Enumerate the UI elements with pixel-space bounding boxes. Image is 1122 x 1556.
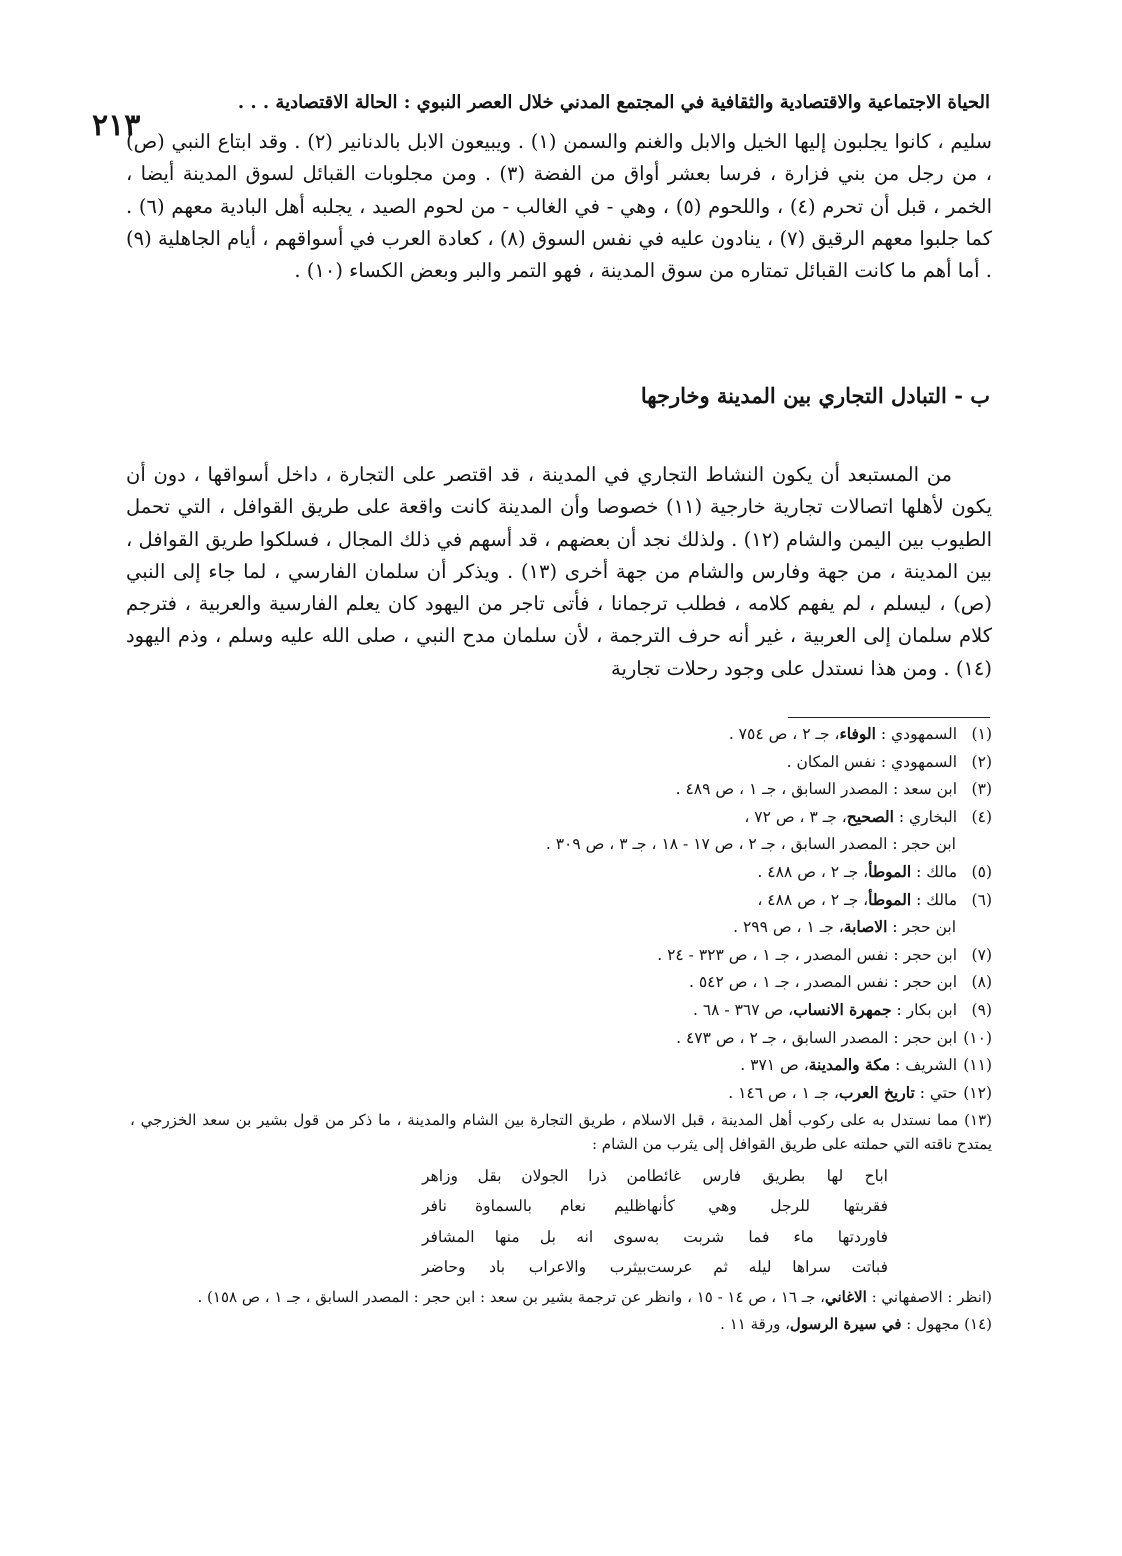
footnote-continuation: ابن حجر : المصدر السابق ، جـ ٢ ، ص ١٧ - ١٨ ، جـ ٣ ، ص ٣٠٩ . (545, 835, 956, 854)
running-header: الحياة الاجتماعية والاقتصادية والثقافية في المجتمع المدني خلال العصر النبوي : الحالة الاقتصادية . . . (237, 92, 990, 113)
poem-first-hemistich: اباح لها بطريق فارس غائطا (646, 1166, 888, 1185)
poem-second-hemistich: سوى انه بل منها المشافر (422, 1227, 647, 1246)
paragraph-1-text: سليم ، كانوا يجلبون إليها الخيل والابل والغنم والسمن (١) . ويبيعون الابل بالدنانير (٢) . وقد ابتاع النبي (ص) ، من رجل من بني فزارة ، فرسا بعشر أواق من الفضة (٣) . ومن مجلوبات القبائل لسوق المدينة أيضا ، الخمر ، قبل أن تحرم (٤) ، واللحوم (٥) ، وهي - في الغالب - من لحوم الصيد ، يجلبه أهل البادية معهم (٦) . كما جلبوا معهم الرقيق (٧) ، ينادون عليه في نفس السوق (٨) ، كعادة العرب في أسواقهم ، أيام الجاهلية (٩) . أما أهم ما كانت القبائل تمتاره من سوق المدينة ، فهو التمر والبر وبعض الكساء (١٠) . (126, 130, 993, 283)
footnote-continuation: ابن حجر : الاصابة، جـ ١ ، ص ٢٩٩ . (733, 917, 956, 937)
poem-verse (130, 1221, 992, 1252)
poem-second-hemistich: من ذرا الجولان بقل وزاهر (422, 1166, 647, 1185)
footnote: (٩) ابن بكار : جمهرة الانساب، ص ٣٦٧ - ٦٨ . (692, 999, 992, 1019)
footnote: (٦) مالك : الموطأ، جـ ٢ ، ص ٤٨٨ ، (757, 889, 992, 909)
footnote: (١) السمهودي : الوفاء، جـ ٢ ، ص ٧٥٤ . (728, 724, 992, 743)
footnote-13-reference: (انظر : الاصفهاني : الاغاني، جـ ١٦ ، ص ١٤ - ١٥ ، وانظر عن ترجمة بشير بن سعد : ابن حجر : المصدر السابق ، جـ ١ ، ص ١٥٨) . (197, 1288, 992, 1307)
paragraph-2 (126, 459, 992, 685)
footnote: (٤) البخاري : الصحيح، جـ ٣ ، ص ٧٢ ، (744, 806, 992, 826)
footnote: (٣) ابن سعد : المصدر السابق ، جـ ١ ، ص ٤٨٩ . (675, 780, 992, 799)
footnote: (٨) ابن حجر : نفس المصدر ، جـ ١ ، ص ٥٤٢ . (688, 973, 992, 992)
footnote: (٢) السمهودي : نفس المكان . (786, 752, 992, 771)
poem-verse (130, 1191, 992, 1222)
footnote: (٥) مالك : الموطأ، جـ ٢ ، ص ٤٨٨ . (757, 861, 992, 881)
footnote-separator (788, 717, 990, 718)
poem-second-hemistich: ظليم نعام بالسماوة نافر (422, 1197, 647, 1216)
poem-first-hemistich: فباتت سراها ليله ثم عرست (646, 1258, 888, 1277)
paragraph-2-text: من المستبعد أن يكون النشاط التجاري في المدينة ، قد اقتصر على التجارة ، داخل أسواقها ، دون أن يكون لأهلها اتصالات تجارية خارجية (١١) خصوصا وأن المدينة كانت واقعة على طريق القوافل ، التي تحمل الطيوب بين اليمن والشام (١٢) . ولذلك نجد أن بعضهم ، قد أسهم في ذلك المجال ، فسلكوا طريق القوافل ، بين المدينة ، من جهة وفارس والشام من جهة أخرى (١٣) . ويذكر أن سلمان الفارسي ، لما جاء إلى النبي (ص) ، ليسلم ، لم يفهم كلامه ، فطلب ترجمانا ، فأتى تاجر من اليهود كان يعلم الفارسية والعربية ، فترجم كلام سلمان إلى العربية ، غير أنه حرف الترجمة ، لأن سلمان مدح النبي ، صلى الله عليه وسلم ، وذم اليهود (١٤) . ومن هذا نستدل على وجود رحلات تجارية (126, 463, 993, 680)
poem-verses (130, 1160, 992, 1282)
poem-verse (130, 1252, 992, 1283)
poem-first-hemistich: فاوردتها ماء فما شربت به (646, 1227, 888, 1246)
footnote: (١٢) حتي : تاريخ العرب، جـ ١ ، ص ١٤٦ . (728, 1082, 992, 1102)
footnote: (١٠) ابن حجر : المصدر السابق ، جـ ٢ ، ص ٤٧٣ . (676, 1028, 992, 1047)
page-number: ٢١٣ (92, 108, 141, 143)
poem-first-hemistich: فقربتها للرجل وهي كأنها (646, 1197, 888, 1216)
footnote: (٧) ابن حجر : نفس المصدر ، جـ ١ ، ص ٣٢٣ - ٢٤ . (657, 945, 992, 964)
footnote-13: (١٣) مما نستدل به على ركوب أهل المدينة ، قبل الاسلام ، طريق التجارة بين الشام والمدينة ، ما ذكر من قول بشير بن سعد الخزرجي ، يمتدح ناقته التي حملته على طريق القوافل إلى يثرب من الشام : (130, 1111, 992, 1154)
footnotes (130, 720, 992, 1338)
section-heading: ب - التبادل التجاري بين المدينة وخارجها (640, 383, 990, 408)
poem-second-hemistich: بيثرب والاعراب باد وحاضر (422, 1258, 647, 1277)
footnote: (١١) الشريف : مكة والمدينة، ص ٣٧١ . (740, 1055, 992, 1075)
paragraph-1 (126, 126, 992, 287)
poem-verse (130, 1160, 992, 1191)
footnote-14: (١٤) مجهول : في سيرة الرسول، ورقة ١١ . (720, 1315, 992, 1334)
